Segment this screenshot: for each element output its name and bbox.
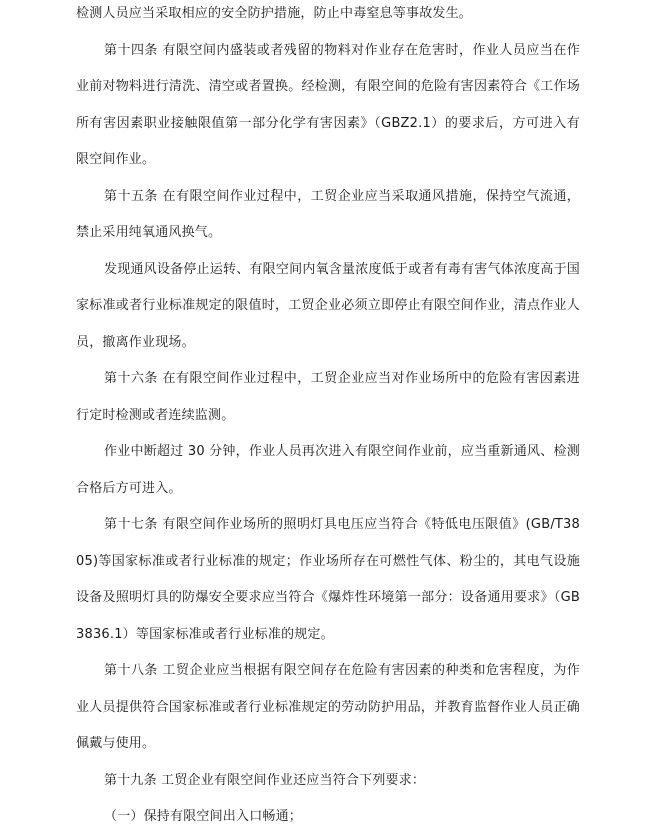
paragraph-continuation: 检测人员应当采取相应的安全防护措施，防止中毒窒息等事故发生。 (76, 6, 473, 21)
paragraph-article-16: 第十六条 在有限空间作业过程中，工贸企业应当对作业场所中的危险有害因素进行定时检测或者连续监测。 (76, 371, 580, 423)
paragraph-ventilation-failure: 发现通风设备停止运转、有限空间内氧含量浓度低于或者有毒有害气体浓度高于国家标准或者行业标准规定的限值时，工贸企业必须立即停止有限空间作业，清点作业人员，撤离作业现场。 (76, 261, 580, 350)
paragraph-article-18: 第十八条 工贸企业应当根据有限空间存在危险有害因素的种类和危害程度，为作业人员提供符合国家标准或者行业标准规定的劳动防护用品，并教育监督作业人员正确佩戴与使用。 (76, 663, 580, 751)
paragraph-article-15: 第十五条 在有限空间作业过程中，工贸企业应当采取通风措施，保持空气流通，禁止采用纯氧通风换气。 (76, 188, 580, 240)
paragraph-article-17: 第十七条 有限空间作业场所的照明灯具电压应当符合《特低电压限值》(GB/T3805)等国家标准或者行业标准的规定；作业场所存在可燃性气体、粉尘的，其电气设施设备及照明灯具的防爆安全要求应当符合《爆炸性环境第一部分：设备通用要求》（GB3836.1）等国家标准或者行业标准的规定。 (76, 517, 580, 642)
document-body (76, 0, 580, 836)
paragraph-article-14: 第十四条 有限空间内盛装或者残留的物料对作业存在危害时，作业人员应当在作业前对物料进行清洗、清空或者置换。经检测，有限空间的危险有害因素符合《工作场所有害因素职业接触限值第一部分化学有害因素》（GBZ2.1）的要求后，方可进入有限空间作业。 (76, 42, 580, 167)
paragraph-item-1: （一）保持有限空间出入口畅通； (104, 809, 303, 824)
paragraph-interruption: 作业中断超过 30 分钟，作业人员再次进入有限空间作业前，应当重新通风、检测合格后方可进入。 (76, 444, 580, 496)
paragraph-article-19: 第十九条 工贸企业有限空间作业还应当符合下列要求： (104, 772, 426, 788)
